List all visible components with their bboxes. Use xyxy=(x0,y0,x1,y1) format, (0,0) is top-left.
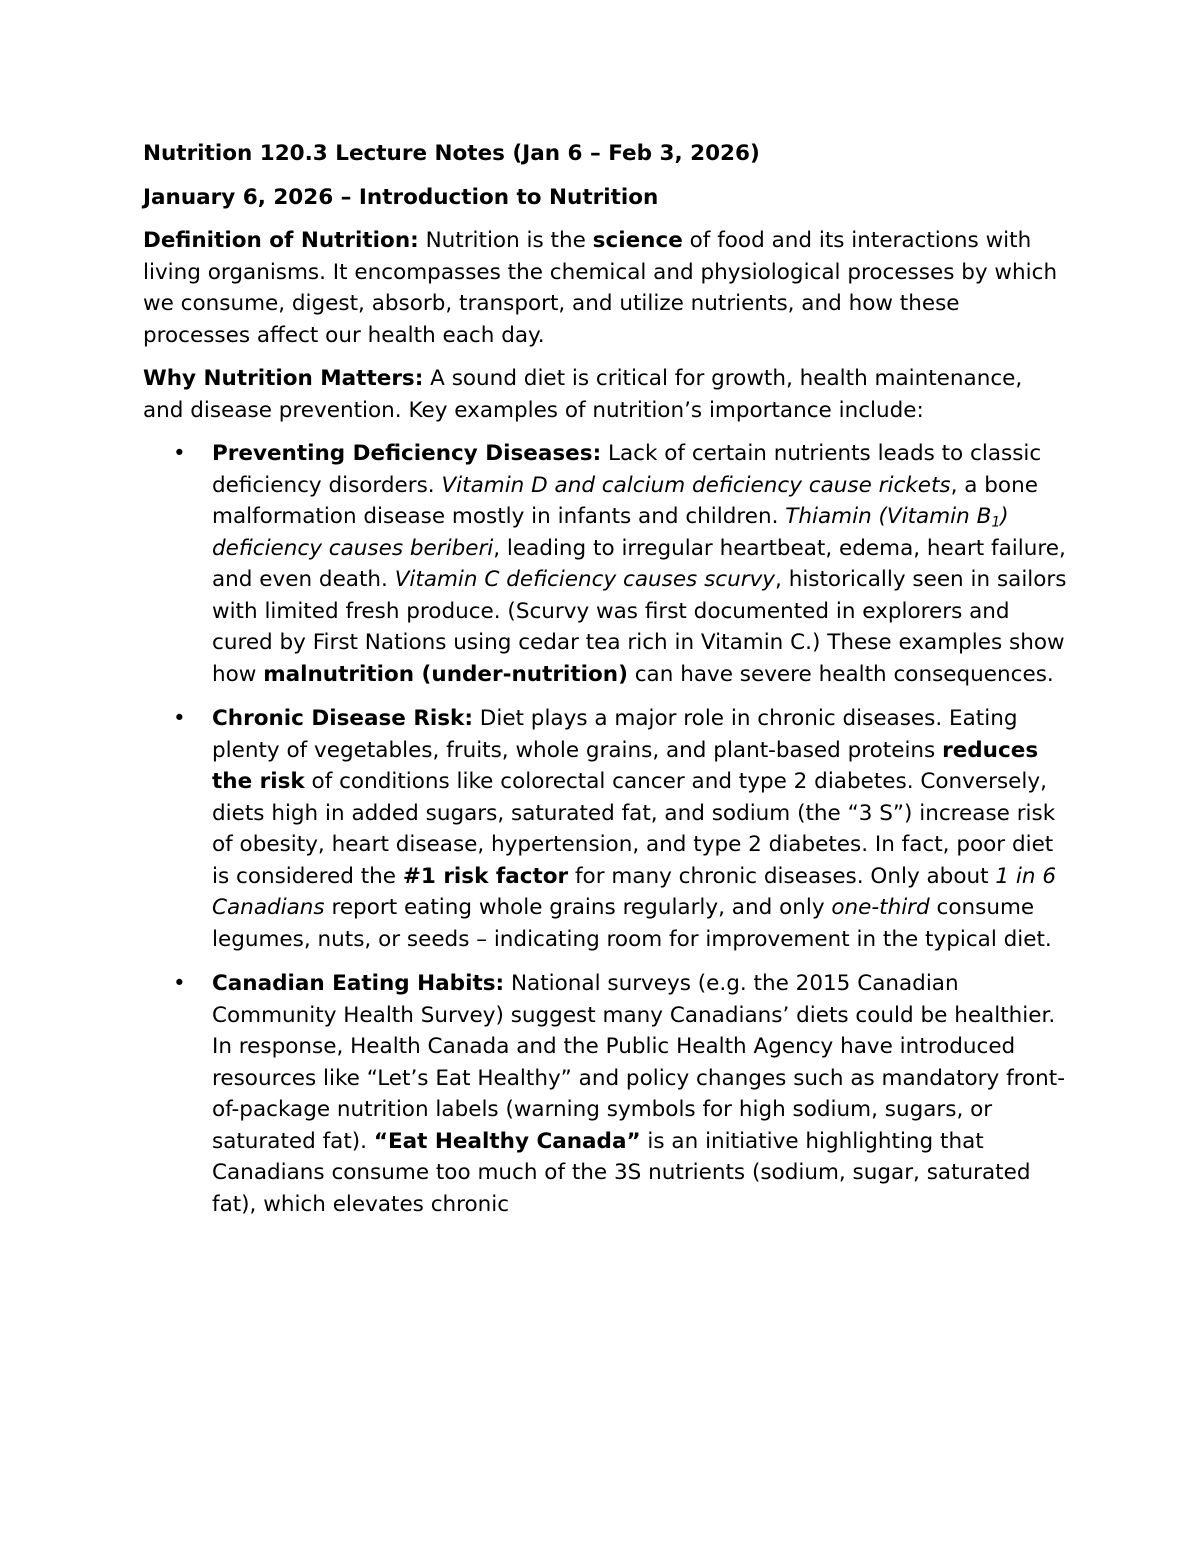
importance-bullet-list xyxy=(143,438,1068,1220)
definition-label: Definition of Nutrition: xyxy=(143,228,419,253)
deficiency-label: Preventing Deficiency Diseases: xyxy=(212,441,602,466)
habits-eat-healthy-canada: “Eat Healthy Canada” xyxy=(373,1128,641,1154)
deficiency-thiamin-b: ) deficiency causes beriberi xyxy=(212,504,1009,561)
why-nutrition-label: Why Nutrition Matters: xyxy=(143,366,424,391)
deficiency-thiamin-a: Thiamin (Vitamin B xyxy=(785,504,992,529)
chronic-reduces-risk: reduces the risk xyxy=(212,737,1039,794)
bullet-deficiency-diseases xyxy=(143,438,1068,690)
deficiency-malnutrition: malnutrition (under-nutrition) xyxy=(263,661,628,687)
chronic-text-5: consume legumes, nuts, or seeds – indicating room for improvement in the typical diet. xyxy=(212,895,1052,952)
deficiency-text-3: , leading to irregular heartbeat, edema, heart failure, and even death. xyxy=(212,535,1066,592)
definition-bold-science: science xyxy=(592,228,683,253)
chronic-text-3: for many chronic diseases. Only about xyxy=(568,863,996,889)
chronic-one-third: one-third xyxy=(831,895,930,920)
deficiency-scurvy: Vitamin C deficiency causes scurvy xyxy=(394,567,776,592)
deficiency-text-2: , a bone malformation disease mostly in infants and children. xyxy=(212,472,1038,529)
bullet-icon: • xyxy=(173,441,186,466)
why-nutrition-text: A sound diet is critical for growth, health maintenance, and disease prevention. Key examples of nutrition’s importance include: xyxy=(143,366,1023,423)
document-title: Nutrition 120.3 Lecture Notes (Jan 6 – Feb 3, 2026) xyxy=(143,141,760,166)
definition-text-1: Nutrition is the xyxy=(418,228,593,253)
chronic-one-in-six: 1 in 6 Canadians xyxy=(212,863,1057,920)
habits-text-1: National surveys (e.g. the 2015 Canadian Community Health Survey) suggest many Canadians’ diets could be healthier. In response, Health Canada and the Public Health Agency have introduced resources like “Let’s Eat Healthy” and policy changes such as mandatory front-of-package nutrition labels (warning symbols for high sodium, sugars, or saturated fat). xyxy=(212,971,1065,1154)
habits-label: Canadian Eating Habits: xyxy=(212,971,505,996)
habits-text-2: is an initiative highlighting that Canadians consume too much of the 3S nutrients (sodium, sugar, saturated fat), which elevates chronic xyxy=(212,1128,1031,1217)
deficiency-thiamin-subscript: 1 xyxy=(991,514,1001,531)
chronic-text-1: Diet plays a major role in chronic diseases. Eating plenty of vegetables, fruits, whole grains, and plant-based proteins xyxy=(212,706,1018,763)
deficiency-text-4: , historically seen in sailors with limited fresh produce. (Scurvy was first documented in explorers and cured by First Nations using cedar tea rich in Vitamin C.) These examples show how xyxy=(212,567,1067,687)
deficiency-text-5: can have severe health consequences. xyxy=(627,661,1054,687)
definition-paragraph xyxy=(143,225,1068,351)
why-nutrition-paragraph xyxy=(143,363,1068,426)
definition-text-2: of food and its interactions with living organisms. It encompasses the chemical and physiological processes by which we consume, digest, absorb, transport, and utilize nutrients, and how these processes affect our health each day. xyxy=(143,228,1058,348)
bullet-icon: • xyxy=(173,706,186,731)
deficiency-text-1: Lack of certain nutrients leads to classic deficiency disorders. xyxy=(212,441,1042,498)
chronic-label: Chronic Disease Risk: xyxy=(212,706,473,731)
bullet-icon: • xyxy=(173,971,186,996)
chronic-text-2: of conditions like colorectal cancer and type 2 diabetes. Conversely, diets high in added sugars, saturated fat, and sodium (the “3 S”) increase risk of obesity, heart disease, hypertension, and type 2 diabetes. In fact, poor diet is considered the xyxy=(212,769,1056,889)
document-page xyxy=(143,138,1068,1233)
deficiency-rickets: Vitamin D and calcium deficiency cause rickets xyxy=(441,472,951,498)
bullet-canadian-habits xyxy=(143,968,1068,1220)
chronic-risk-factor: #1 risk factor xyxy=(402,863,569,889)
bullet-chronic-disease xyxy=(143,703,1068,955)
chronic-text-4: report eating whole grains regularly, and only xyxy=(324,895,832,920)
lecture-date-heading: January 6, 2026 – Introduction to Nutrition xyxy=(143,184,659,210)
